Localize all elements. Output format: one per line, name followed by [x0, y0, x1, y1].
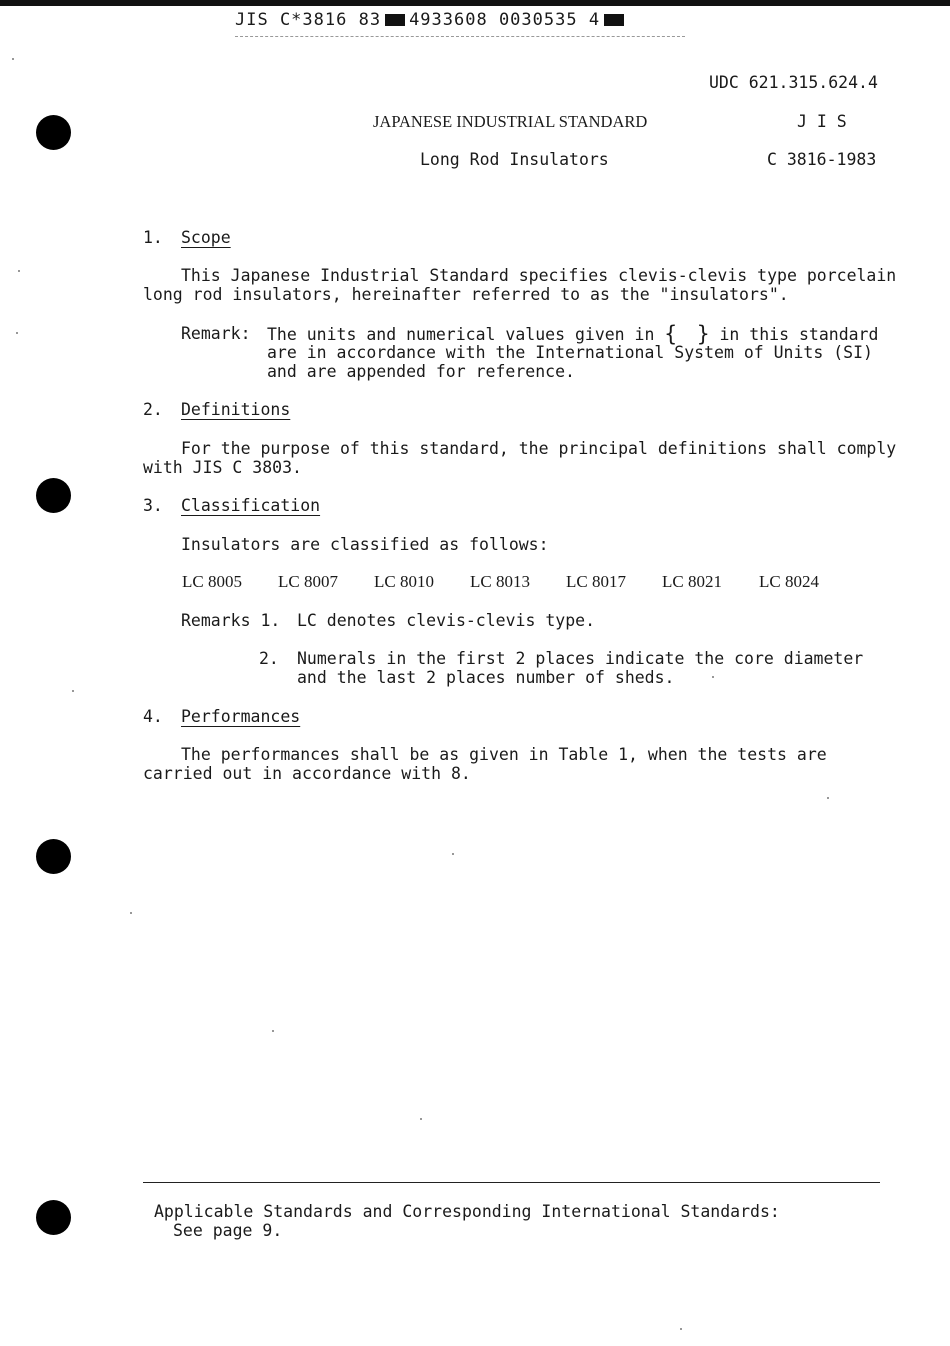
standard-code: C 3816-1983 [767, 150, 877, 169]
stamp-right-code: 4933608 0030535 4 [409, 10, 601, 30]
scan-speck [12, 58, 14, 60]
section-number: 2. [143, 400, 163, 419]
paragraph-line: For the purpose of this standard, the principal definitions shall comply [181, 439, 897, 458]
remark-line: and are appended for reference. [267, 362, 575, 381]
insulator-type: LC 8021 [662, 572, 722, 591]
classification-intro: Insulators are classified as follows: [181, 535, 549, 554]
paragraph-line: The performances shall be as given in Table 1, when the tests are [181, 745, 827, 764]
scan-speck [452, 853, 454, 855]
remark-item: Numerals in the first 2 places indicate the core diameter [297, 649, 864, 668]
remark-item: LC denotes clevis-clevis type. [297, 611, 596, 630]
udc-code: UDC 621.315.624.4 [709, 73, 878, 92]
remark-text: The units and numerical values given in [267, 325, 655, 344]
scan-speck [680, 1328, 682, 1330]
section-heading-scope: Scope [181, 228, 231, 247]
insulator-type: LC 8024 [759, 572, 819, 591]
insulator-type: LC 8010 [374, 572, 434, 591]
remarks-label: Remarks 1. [181, 611, 281, 630]
footer-rule [143, 1182, 880, 1183]
paragraph-line: with JIS C 3803. [143, 458, 302, 477]
remark-line: are in accordance with the International System of Units (SI) [267, 343, 873, 362]
insulator-type: LC 8013 [470, 572, 530, 591]
brace-close: } [696, 322, 710, 346]
punch-hole [36, 115, 71, 150]
catalog-stamp [235, 10, 628, 30]
section-number: 3. [143, 496, 163, 515]
remark-label: Remark: [181, 324, 251, 343]
section-heading-definitions: Definitions [181, 400, 291, 419]
insulator-type: LC 8007 [278, 572, 338, 591]
scan-speck [712, 676, 714, 678]
punch-hole [36, 478, 71, 513]
standard-name: JAPANESE INDUSTRIAL STANDARD [373, 112, 648, 131]
insulator-type: LC 8005 [182, 572, 242, 591]
jis-mark: J I S [797, 112, 847, 131]
section-number: 1. [143, 228, 163, 247]
paragraph-line: carried out in accordance with 8. [143, 764, 471, 783]
paragraph-line: This Japanese Industrial Standard specifies clevis-clevis type porcelain [181, 266, 897, 285]
punch-hole [36, 839, 71, 874]
section-heading-classification: Classification [181, 496, 321, 515]
section-heading-performances: Performances [181, 707, 301, 726]
top-edge-bar [0, 0, 950, 6]
insulator-type: LC 8017 [566, 572, 626, 591]
stamp-left-code: JIS C*3816 83 [235, 10, 382, 30]
footer-line: See page 9. [173, 1221, 283, 1240]
remark-line [267, 324, 878, 344]
section-number: 4. [143, 707, 163, 726]
document-title: Long Rod Insulators [420, 150, 609, 169]
scan-speck [130, 912, 132, 914]
scan-speck [18, 270, 20, 272]
remark-text: in this standard [719, 325, 879, 344]
scan-speck [420, 1118, 422, 1120]
paragraph-line: long rod insulators, hereinafter referred to as the "insulators". [143, 285, 789, 304]
scan-speck [16, 332, 18, 334]
remark-number: 2. [259, 649, 279, 668]
scan-speck [272, 1030, 274, 1032]
punch-hole [36, 1200, 71, 1235]
scan-speck [827, 797, 829, 799]
scan-speck [72, 690, 74, 692]
stamp-block-mark [604, 14, 624, 26]
stamp-underline [235, 36, 685, 37]
remark-item: and the last 2 places number of sheds. [297, 668, 675, 687]
stamp-block-mark [385, 14, 405, 26]
brace-open: { [664, 322, 678, 346]
footer-line: Applicable Standards and Corresponding International Standards: [154, 1202, 780, 1221]
